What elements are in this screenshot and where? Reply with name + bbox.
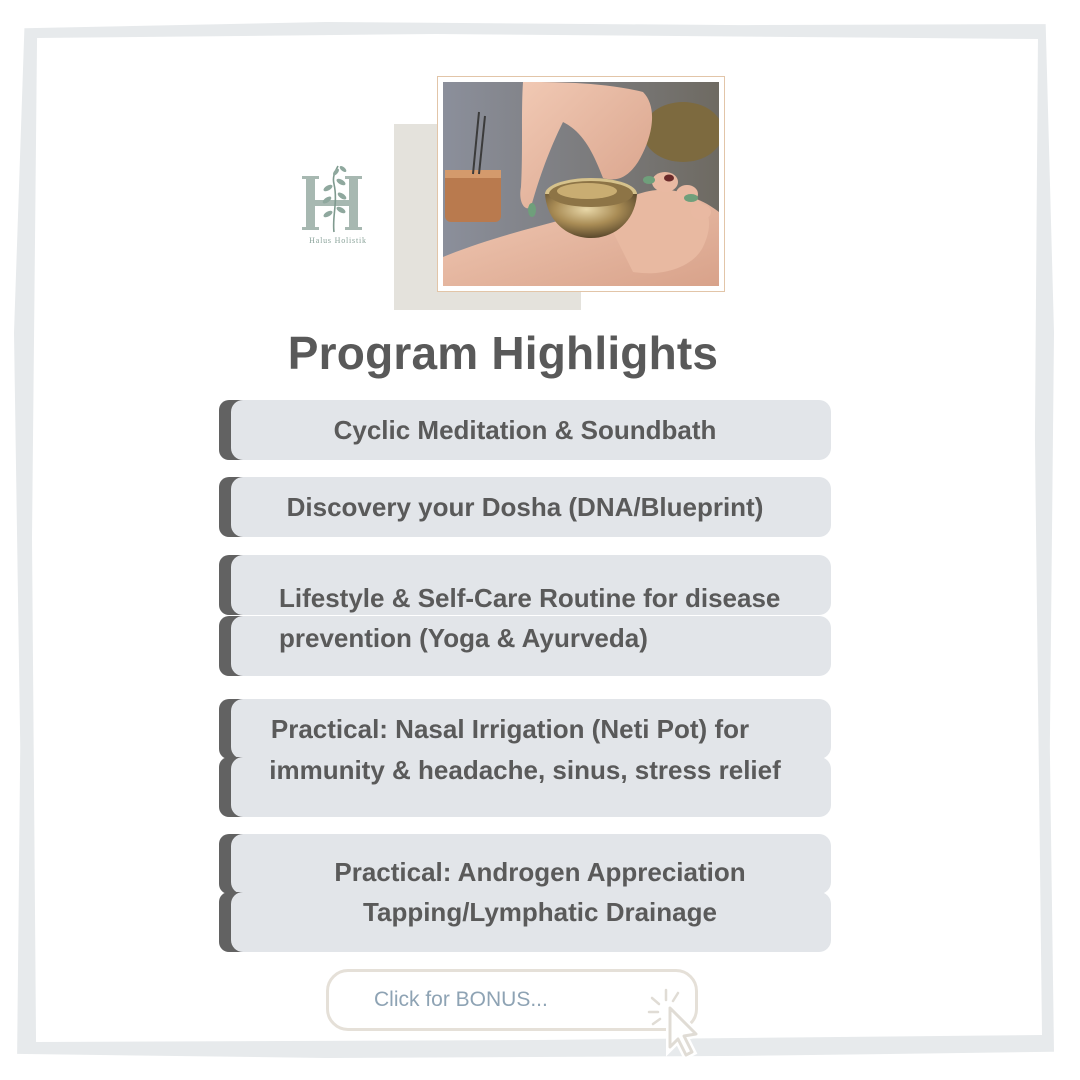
highlight-item <box>219 699 831 817</box>
highlight-text: immunity & headache, sinus, stress relief <box>269 755 781 785</box>
bonus-button[interactable] <box>326 969 698 1031</box>
highlight-text: Practical: Nasal Irrigation (Neti Pot) for <box>270 714 750 744</box>
highlight-item <box>219 555 831 676</box>
hero-photo <box>437 76 725 292</box>
page-title: Program Highlights <box>287 327 719 379</box>
highlight-text: prevention (Yoga & Ayurveda) <box>279 623 648 653</box>
brand-logo <box>298 162 378 250</box>
highlight-text: Cyclic Meditation & Soundbath <box>333 415 717 445</box>
singing-bowl-foot-massage-photo <box>443 82 719 286</box>
highlight-item <box>219 400 831 460</box>
highlight-text: Practical: Androgen Appreciation <box>334 857 746 887</box>
brand-name: Halus Holistik <box>309 236 367 245</box>
highlight-text: Lifestyle & Self-Care Routine for disease <box>279 583 781 613</box>
highlight-text: Discovery your Dosha (DNA/Blueprint) <box>286 492 764 522</box>
bonus-button-label: Click for BONUS... <box>374 988 548 1011</box>
leaf-monogram-icon <box>298 162 378 236</box>
highlight-item <box>219 477 831 537</box>
highlight-item <box>219 834 831 952</box>
click-cursor-icon <box>646 984 716 1060</box>
highlight-text: Tapping/Lymphatic Drainage <box>363 897 717 927</box>
